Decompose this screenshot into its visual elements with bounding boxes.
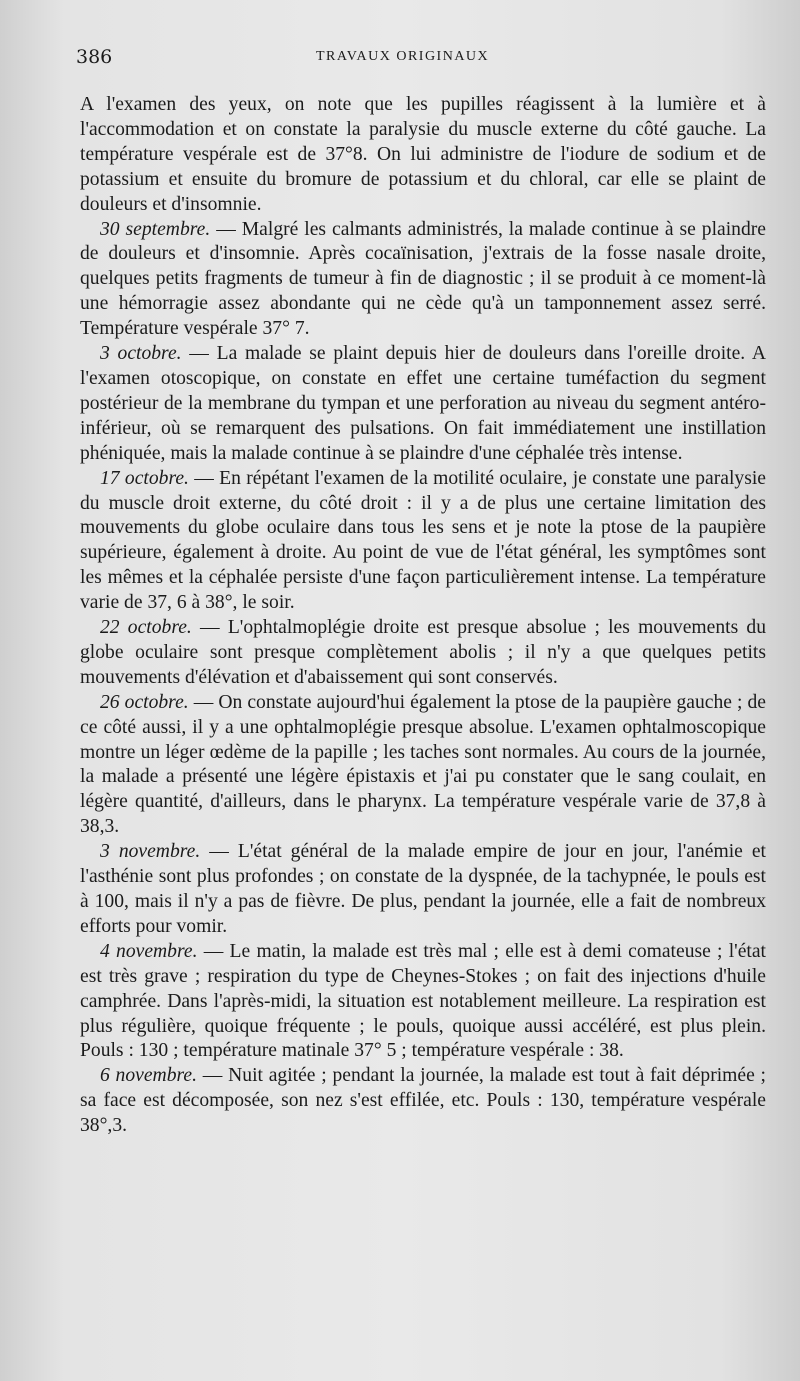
body-text (80, 93, 766, 1139)
entry-date: 3 novembre. (100, 841, 201, 863)
paragraph-3-novembre (80, 840, 766, 940)
paragraph-text: — L'état général de la malade empire de jour en jour, l'anémie et l'asthénie sont plus profondes ; on constate de la dyspnée, de la tachypnée, le pouls est à 100, mais il n'y a pas de fièvre. De plus, pendant la journée, elle a fait de nombreux efforts pour vomir. (80, 841, 766, 937)
paragraph-6-novembre (80, 1064, 766, 1139)
paragraph-text: — En répétant l'examen de la motilité oculaire, je constate une paralysie du muscle droit externe, du côté droit : il y a de plus une certaine limitation des mouvements du globe oculaire dans tous les sens et je note la ptose de la paupière supérieure, également à droite. Au point de vue de l'état général, les symptômes sont les mêmes et la céphalée persiste d'une façon particulièrement intense. La température varie de 37, 6 à 38°, le soir. (80, 467, 766, 614)
entry-date: 4 novembre. (100, 940, 198, 962)
page-header (76, 46, 766, 72)
page-number: 386 (76, 46, 113, 68)
entry-date: 26 octobre. (100, 691, 189, 713)
paragraph-text: — L'ophtalmoplégie droite est presque absolue ; les mouvements du globe oculaire sont presque complètement abolis ; il n'y a que quelques petits mouvements d'élévation et d'abaissement qui sont conservés. (80, 617, 766, 688)
entry-date: 30 septembre. (100, 218, 211, 240)
paragraph-26-octobre (80, 691, 766, 840)
paragraph-text: — Le matin, la malade est très mal ; elle est à demi comateuse ; l'état est très grave ; respiration du type de Cheynes-Stokes ; on fait des injections d'huile camphrée. Dans l'après-midi, la situation est notablement meilleure. La respiration est plus régulière, quoique fréquente ; le pouls, quoique aussi accéléré, est plus plein. Pouls : 130 ; température matinale 37° 5 ; température vespérale : 38. (80, 940, 766, 1062)
paragraph-30-septembre (80, 218, 766, 343)
paragraph-22-octobre (80, 616, 766, 691)
paragraph-3-octobre (80, 342, 766, 467)
entry-date: 22 octobre. (100, 617, 192, 639)
paragraph-17-octobre (80, 467, 766, 616)
paragraph-4-novembre (80, 940, 766, 1065)
entry-date: 3 octobre. (100, 343, 182, 365)
paragraph-text: — La malade se plaint depuis hier de douleurs dans l'oreille droite. A l'examen otoscopique, on constate en effet une certaine tuméfaction du segment postérieur de la membrane du tympan et une perforation au niveau du segment antéro-inférieur, où se remarquent des pulsations. On fait immédiatement une instillation phéniquée, mais la malade continue à se plaindre d'une céphalée très intense. (80, 343, 766, 464)
running-head: TRAVAUX ORIGINAUX (316, 49, 490, 64)
entry-date: 17 octobre. (100, 467, 189, 489)
paragraph-text: A l'examen des yeux, on note que les pupilles réagissent à la lumière et à l'accommodation et on constate la paralysie du muscle externe du côté gauche. La température vespérale est de 37°8. On lui administre de l'iodure de sodium et de potassium et ensuite du bromure de potassium et du chloral, car elle se plaint de douleurs et d'insomnie. (80, 94, 766, 215)
paragraph-intro (80, 93, 766, 218)
paragraph-text: — On constate aujourd'hui également la ptose de la paupière gauche ; de ce côté aussi, il y a une ophtalmoplégie presque absolue. L'examen ophtalmoscopique montre un léger œdème de la papille ; les taches sont normales. Au cours de la journée, la malade a présenté une légère épistaxis et j'ai pu constater que le sang coulait, en légère quantité, d'ailleurs, dans le pharynx. La température vespérale varie de 37,8 à 38,3. (80, 691, 766, 838)
entry-date: 6 novembre. (100, 1065, 197, 1087)
paragraph-text: — Malgré les calmants administrés, la malade continue à se plaindre de douleurs et d'insomnie. Après cocaïnisation, j'extrais de la fosse nasale droite, quelques petits fragments de tumeur à fin de diagnostic ; il se produit à ce moment-là une hémorragie assez abondante qui ne cède qu'à un tamponnement assez serré. Température vespérale 37° 7. (80, 218, 766, 340)
paragraph-text: — Nuit agitée ; pendant la journée, la malade est tout à fait déprimée ; sa face est décomposée, son nez s'est effilée, etc. Pouls : 130, température vespérale 38°,3. (80, 1065, 767, 1137)
